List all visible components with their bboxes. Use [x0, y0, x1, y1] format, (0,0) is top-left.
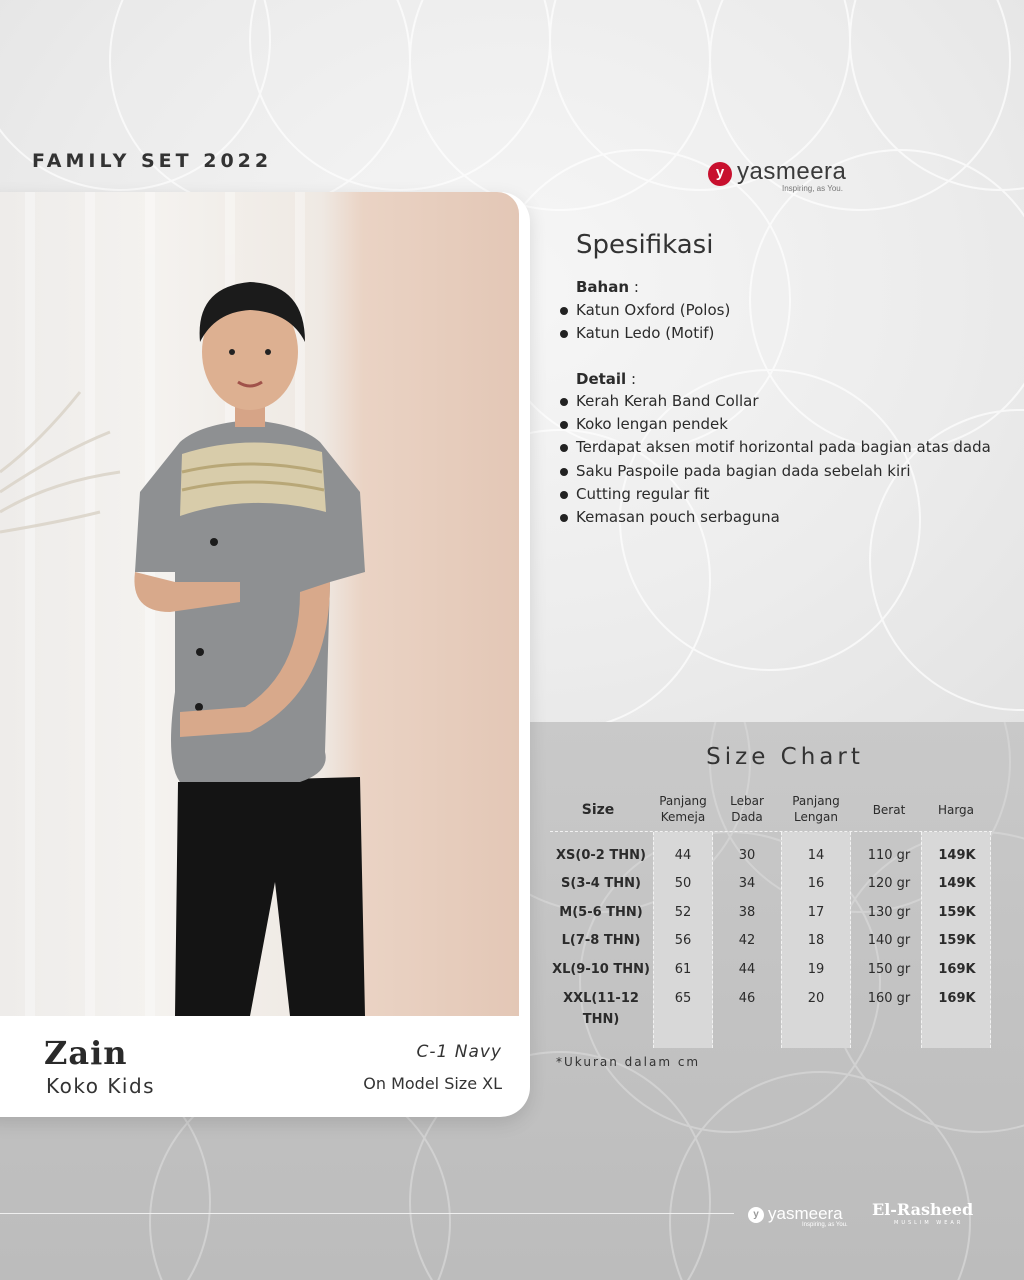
collection-title: FAMILY SET 2022: [32, 150, 273, 172]
cell-chest: 42: [738, 933, 756, 948]
cell-chest: 34: [738, 876, 756, 891]
cell-sleeve: 17: [807, 905, 825, 920]
material-list: [560, 299, 730, 345]
detail-list: [560, 390, 991, 529]
detail-label: Detail :: [576, 370, 637, 388]
cell-size: S(3-4 THN): [561, 876, 641, 891]
brand-tagline: Inspiring, as You.: [782, 184, 843, 193]
brand-logo: [708, 158, 868, 198]
footer-brand-logo: [748, 1203, 868, 1231]
list-item: Cutting regular fit: [560, 483, 991, 506]
footer-brand-mark-icon: y: [748, 1207, 764, 1223]
product-color-code: C-1 Navy: [416, 1042, 502, 1062]
cell-size: XXL(11-12 THN): [563, 991, 639, 1027]
cell-price: 169K: [938, 962, 976, 977]
header-sleeve-2: Lengan: [793, 810, 839, 824]
cell-sleeve: 20: [807, 991, 825, 1006]
cell-price: 169K: [938, 991, 976, 1006]
partner-logo: [872, 1200, 992, 1230]
cell-price: 159K: [938, 905, 976, 920]
model-size-label: On Model Size XL: [363, 1074, 502, 1093]
cell-length: 65: [674, 991, 692, 1006]
detail-label-text: Detail: [576, 370, 627, 388]
list-item: Katun Ledo (Motif): [560, 322, 730, 345]
cell-length: 52: [674, 905, 692, 920]
product-photo: [0, 192, 519, 1016]
cell-price: 149K: [938, 848, 976, 863]
cell-chest: 46: [738, 991, 756, 1006]
cell-length: 61: [674, 962, 692, 977]
header-length-2: Kemeja: [660, 810, 706, 824]
size-chart-title: Size Chart: [706, 744, 864, 770]
cell-size: L(7-8 THN): [561, 933, 641, 948]
brand-mark-icon: y: [708, 162, 732, 186]
material-label-text: Bahan: [576, 278, 630, 296]
product-name: Zain: [44, 1034, 128, 1072]
footer-brand-name: yasmeera: [768, 1204, 843, 1223]
spec-title: Spesifikasi: [576, 230, 714, 260]
cell-sleeve: 19: [807, 962, 825, 977]
cell-sleeve: 18: [807, 933, 825, 948]
cell-weight: 160 gr: [867, 991, 911, 1006]
cell-weight: 140 gr: [867, 933, 911, 948]
cell-weight: 150 gr: [867, 962, 911, 977]
footer-brand-tagline: Inspiring, as You.: [802, 1222, 848, 1228]
cell-weight: 110 gr: [867, 848, 911, 863]
cell-chest: 44: [738, 962, 756, 977]
cell-sleeve: 16: [807, 876, 825, 891]
header-weight: Berat: [872, 803, 906, 817]
partner-tagline: MUSLIM WEAR: [894, 1220, 964, 1226]
header-divider: [550, 831, 992, 832]
cell-length: 50: [674, 876, 692, 891]
cell-chest: 30: [738, 848, 756, 863]
cell-price: 149K: [938, 876, 976, 891]
footer-divider: [0, 1213, 734, 1214]
product-category: Koko Kids: [46, 1074, 156, 1098]
cell-chest: 38: [738, 905, 756, 920]
header-length-1: Panjang: [659, 794, 707, 808]
material-label: Bahan :: [576, 278, 639, 296]
cell-size: XL(9-10 THN): [552, 962, 650, 977]
header-chest-1: Lebar: [730, 794, 764, 808]
model-illustration: [0, 192, 519, 1016]
partner-name: El-Rasheed: [872, 1200, 974, 1219]
cell-price: 159K: [938, 933, 976, 948]
list-item: Terdapat aksen motif horizontal pada bagian atas dada: [560, 436, 991, 459]
cell-sleeve: 14: [807, 848, 825, 863]
cell-length: 56: [674, 933, 692, 948]
cell-size: XS(0-2 THN): [556, 848, 646, 863]
size-note: *Ukuran dalam cm: [556, 1055, 701, 1069]
header-price: Harga: [937, 803, 975, 817]
list-item: Saku Paspoile pada bagian dada sebelah kiri: [560, 460, 991, 483]
brand-name: yasmeera: [737, 158, 847, 185]
header-sleeve-1: Panjang: [792, 794, 840, 808]
list-item: Kemasan pouch serbaguna: [560, 506, 991, 529]
list-item: Kerah Kerah Band Collar: [560, 390, 991, 413]
cell-size: M(5-6 THN): [559, 905, 643, 920]
header-chest-2: Dada: [731, 810, 763, 824]
cell-length: 44: [674, 848, 692, 863]
list-item: Katun Oxford (Polos): [560, 299, 730, 322]
cell-weight: 130 gr: [867, 905, 911, 920]
header-size: Size: [581, 802, 615, 818]
list-item: Koko lengan pendek: [560, 413, 991, 436]
cell-weight: 120 gr: [867, 876, 911, 891]
